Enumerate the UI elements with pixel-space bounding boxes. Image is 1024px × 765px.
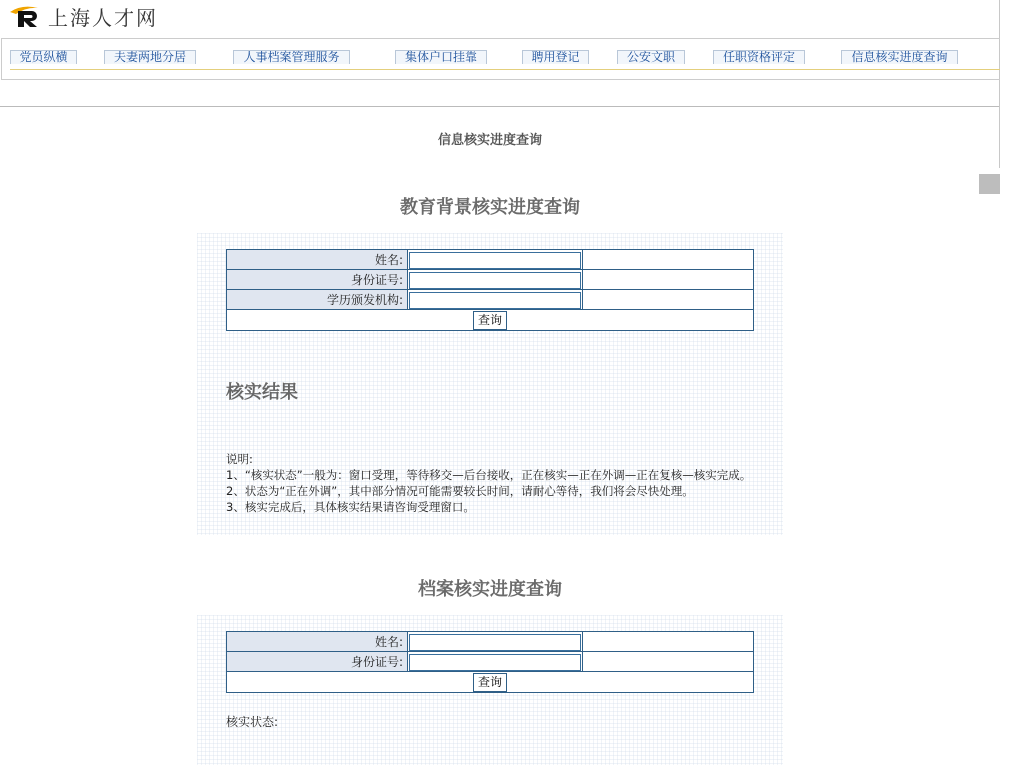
frame-edge: [999, 106, 1000, 168]
education-query-form: [226, 249, 754, 331]
id-label: 身份证号:: [227, 652, 408, 672]
education-panel: [197, 233, 783, 535]
archive-id-input[interactable]: [409, 654, 581, 671]
header-frame: [0, 0, 1000, 107]
nav-divider: [10, 69, 1000, 70]
site-logo-text: 上海人才网: [48, 5, 158, 30]
education-name-input[interactable]: [409, 252, 581, 269]
name-label: 姓名:: [227, 250, 408, 270]
page-title: 信息核实进度查询: [437, 133, 542, 148]
nav-tab-verification-progress[interactable]: 信息核实进度查询: [841, 50, 958, 64]
archive-query-form: [226, 631, 754, 693]
name-label: 姓名:: [227, 632, 408, 652]
archive-name-input[interactable]: [409, 634, 581, 651]
education-query-button[interactable]: 查询: [473, 311, 507, 330]
education-id-input[interactable]: [409, 272, 581, 289]
site-logo[interactable]: [8, 3, 158, 29]
r-logo-icon: [8, 4, 42, 28]
scrollbar-thumb[interactable]: [979, 174, 1000, 194]
nav-tab-police[interactable]: 公安文职: [617, 50, 685, 64]
note-item: 3、核实完成后，具体核实结果请咨询受理窗口。: [226, 500, 475, 514]
result-title: 核实结果: [226, 382, 298, 403]
education-section-title: 教育背景核实进度查询: [400, 197, 580, 218]
nav-tab-archive-service[interactable]: 人事档案管理服务: [233, 50, 350, 64]
education-institution-input[interactable]: [409, 292, 581, 309]
archive-section-title: 档案核实进度查询: [418, 579, 562, 600]
id-label: 身份证号:: [227, 270, 408, 290]
nav-tab-party[interactable]: 党员纵横: [10, 50, 77, 64]
nav-tab-collective-hukou[interactable]: 集体户口挂靠: [395, 50, 487, 64]
institution-label: 学历颁发机构:: [227, 290, 408, 310]
archive-status-label: 核实状态:: [226, 715, 279, 729]
notes-heading: 说明:: [226, 452, 253, 466]
note-item: 2、状态为“正在外调”，其中部分情况可能需要较长时间，请耐心等待，我们将会尽快处理。: [226, 484, 694, 498]
notes-block: [226, 451, 756, 515]
note-item: 1、“核实状态”一般为：窗口受理，等待移交—后台接收，正在核实—正在外调—正在复核—核实完成。: [226, 468, 752, 482]
archive-query-button[interactable]: 查询: [473, 673, 507, 692]
archive-panel: [197, 615, 783, 765]
nav-tab-qualification[interactable]: 任职资格评定: [713, 50, 805, 64]
nav-tab-employment[interactable]: 聘用登记: [522, 50, 589, 64]
nav-tab-couples[interactable]: 夫妻两地分居: [104, 50, 196, 64]
main-nav: [1, 38, 1000, 80]
